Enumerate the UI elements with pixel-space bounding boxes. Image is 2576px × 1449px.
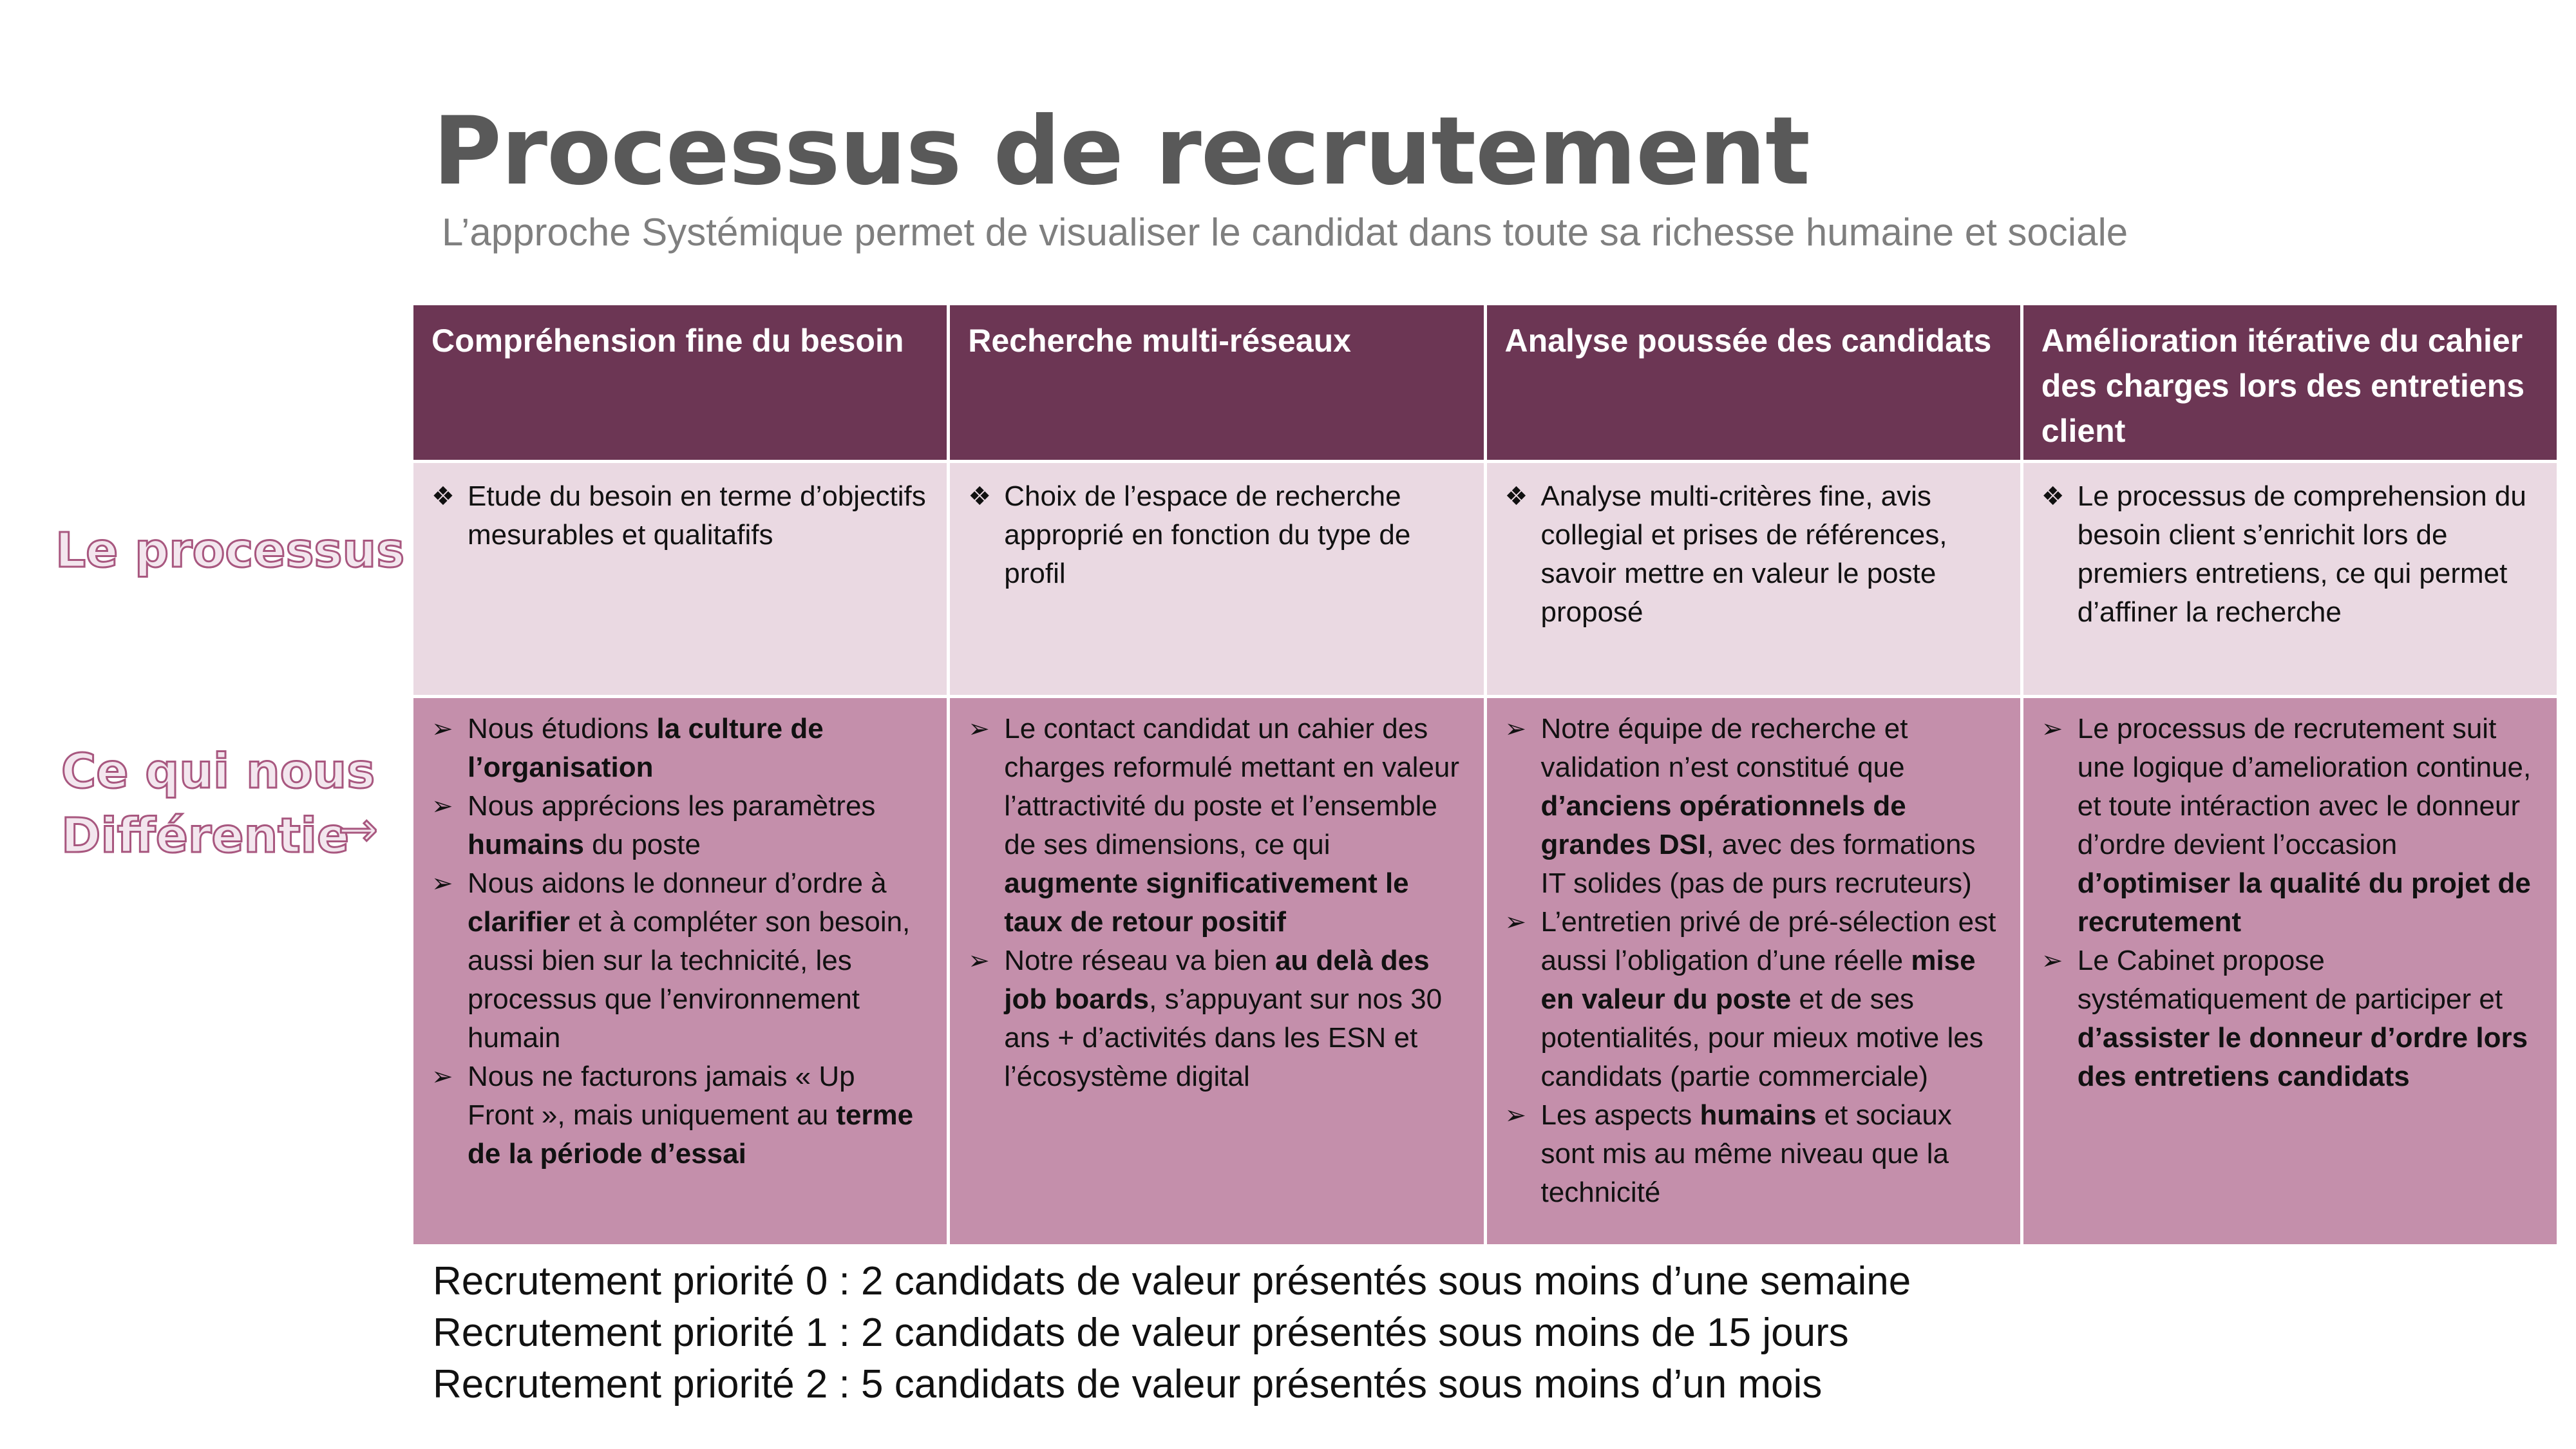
bullet-item: [431, 1057, 929, 1173]
text-segment: Nous apprécions les paramètres: [468, 790, 876, 822]
arrow-bullet-icon: ➢: [431, 791, 453, 821]
bullet-text: [468, 1057, 929, 1173]
bullet-text: [1004, 942, 1465, 1096]
bullet-text: [1541, 477, 2002, 632]
bullet-item: [2041, 710, 2539, 942]
bullet-item: [1505, 1096, 2002, 1212]
row-label-diff-line2: Différentie: [61, 808, 350, 864]
arrow-bullet-icon: ➢: [968, 946, 990, 976]
bullet-text: [1004, 710, 1465, 942]
column-header: Compréhension fine du besoin: [413, 305, 947, 460]
priority-line: Recrutement priorité 2 : 5 candidats de valeur présentés sous moins d’un mois: [433, 1362, 1823, 1406]
text-segment: et à compléter son besoin, aussi bien sur la technicité, les processus que l’environnement humain: [468, 906, 911, 1054]
bullet-item: [1505, 710, 2002, 903]
column-header: Recherche multi-réseaux: [950, 305, 1483, 460]
text-segment: Notre équipe de recherche et validation n’est constitué que: [1540, 713, 1908, 783]
text-segment: Nous ne facturons jamais « Up Front », mais uniquement au: [468, 1061, 855, 1131]
bullet-item: [2041, 942, 2539, 1096]
text-segment: Etude du besoin en terme d’objectifs mesurables et qualitafifs: [468, 480, 926, 551]
priority-list: [433, 1256, 1911, 1410]
bullet-item: [1505, 903, 2002, 1096]
diamond-bullet-icon: ❖: [431, 482, 455, 511]
bullet-text: [1004, 477, 1465, 593]
bullet-item: [968, 710, 1465, 942]
arrow-bullet-icon: ➢: [431, 714, 453, 744]
bullet-text: [468, 864, 929, 1057]
process-cell: [2023, 463, 2557, 695]
bullet-item: [431, 864, 929, 1057]
process-table: [413, 305, 2557, 1238]
column-header: Amélioration itérative du cahier des charges lors des entretiens client: [2023, 305, 2557, 460]
diamond-bullet-icon: ❖: [2041, 482, 2065, 511]
page-subtitle: L’approche Systémique permet de visualiser le candidat dans toute sa richesse humaine et sociale: [442, 211, 2128, 254]
right-arrow-icon: →: [338, 802, 379, 857]
arrow-bullet-icon: ➢: [431, 869, 453, 898]
text-segment: Choix de l’espace de recherche approprié en fonction du type de profil: [1004, 480, 1411, 589]
text-segment: Le Cabinet propose systématiquement de participer et: [2077, 945, 2503, 1015]
row-label-differentiation: [61, 739, 375, 868]
bold-text: augmente significativement le taux de retour positif: [1004, 867, 1409, 938]
text-segment: et sociaux sont mis au même niveau que la technicité: [1540, 1099, 1952, 1208]
arrow-bullet-icon: ➢: [2041, 946, 2063, 976]
text-segment: , s’appuyant sur nos 30 ans + d’activités dans les ESN et l’écosystème digital: [1004, 983, 1443, 1092]
text-segment: du poste: [583, 829, 701, 860]
bold-text: d’assister le donneur d’ordre lors des entretiens candidats: [2077, 1022, 2528, 1092]
bullet-item: [431, 710, 929, 787]
differentiation-cell: [2023, 698, 2557, 1244]
bold-text: humains: [468, 829, 584, 860]
diamond-bullet-icon: ❖: [968, 482, 992, 511]
text-segment: , avec des formations IT solides (pas de purs recruteurs): [1540, 829, 1976, 899]
bold-text: d’anciens opérationnels de grandes DSI: [1540, 790, 1906, 860]
bold-text: mise en valeur du poste: [1540, 945, 1976, 1015]
process-cell: [1487, 463, 2020, 695]
bullet-item: [2041, 477, 2539, 632]
text-segment: Analyse multi-critères fine, avis collegial et prises de références, savoir mettre en valeur le poste proposé: [1540, 480, 1947, 628]
differentiation-cell: [413, 698, 947, 1244]
bold-text: au delà des job boards: [1004, 945, 1430, 1015]
differentiation-cell: [950, 698, 1483, 1244]
text-segment: Le contact candidat un cahier des charges reformulé mettant en valeur l’attractivité du poste et l’ensemble de ses dimensions, ce qui: [1004, 713, 1460, 860]
page-title: Processus de recrutement: [433, 97, 1810, 206]
text-segment: Le processus de comprehension du besoin client s’enrichit lors de premiers entretiens, ce qui permet d’affiner la recherche: [2077, 480, 2526, 628]
bullet-item: [431, 787, 929, 864]
bold-text: la culture de l’organisation: [468, 713, 824, 783]
bold-text: d’optimiser la qualité du projet de recrutement: [2077, 867, 2531, 938]
bullet-item: [968, 942, 1465, 1096]
priority-line: Recrutement priorité 0 : 2 candidats de valeur présentés sous moins d’une semaine: [433, 1259, 1911, 1303]
differentiation-cell: [1487, 698, 2020, 1244]
arrow-bullet-icon: ➢: [1504, 1101, 1527, 1130]
row-label-diff-line1: Ce qui nous: [61, 744, 375, 799]
row-label-process-text: Le processus: [55, 523, 405, 578]
bullet-item: [431, 477, 929, 554]
bullet-text: [2078, 942, 2539, 1096]
arrow-bullet-icon: ➢: [1504, 714, 1527, 744]
text-segment: Le processus de recrutement suit une logique d’amelioration continue, et toute intéraction avec le donneur d’ordre devient l’occasion: [2077, 713, 2532, 860]
process-cell: [950, 463, 1483, 695]
process-cell: [413, 463, 947, 695]
arrow-bullet-icon: ➢: [2041, 714, 2063, 744]
text-segment: Les aspects: [1540, 1099, 1700, 1131]
arrow-bullet-icon: ➢: [1504, 907, 1527, 937]
text-segment: Nous étudions: [468, 713, 657, 744]
text-segment: L’entretien privé de pré-sélection est aussi l’obligation d’une réelle: [1540, 906, 1996, 976]
text-segment: Nous aidons le donneur d’ordre à: [468, 867, 887, 899]
bullet-text: [2078, 710, 2539, 942]
bullet-text: [1541, 903, 2002, 1096]
bold-text: humains: [1700, 1099, 1817, 1131]
arrow-bullet-icon: ➢: [968, 714, 990, 744]
bold-text: clarifier: [468, 906, 570, 938]
diamond-bullet-icon: ❖: [1504, 482, 1528, 511]
bullet-text: [468, 477, 929, 554]
bullet-text: [468, 787, 929, 864]
column-header: Analyse poussée des candidats: [1487, 305, 2020, 460]
row-label-process: [55, 523, 464, 578]
text-segment: et de ses potentialités, pour mieux motive les candidats (partie commerciale): [1540, 983, 1984, 1092]
bullet-item: [1505, 477, 2002, 632]
bullet-text: [1541, 710, 2002, 903]
bold-text: terme de la période d’essai: [468, 1099, 914, 1170]
priority-line: Recrutement priorité 1 : 2 candidats de valeur présentés sous moins de 15 jours: [433, 1311, 1849, 1355]
bullet-text: [468, 710, 929, 787]
bullet-text: [2078, 477, 2539, 632]
bullet-item: [968, 477, 1465, 593]
bullet-text: [1541, 1096, 2002, 1212]
arrow-bullet-icon: ➢: [431, 1062, 453, 1092]
text-segment: Notre réseau va bien: [1004, 945, 1275, 976]
